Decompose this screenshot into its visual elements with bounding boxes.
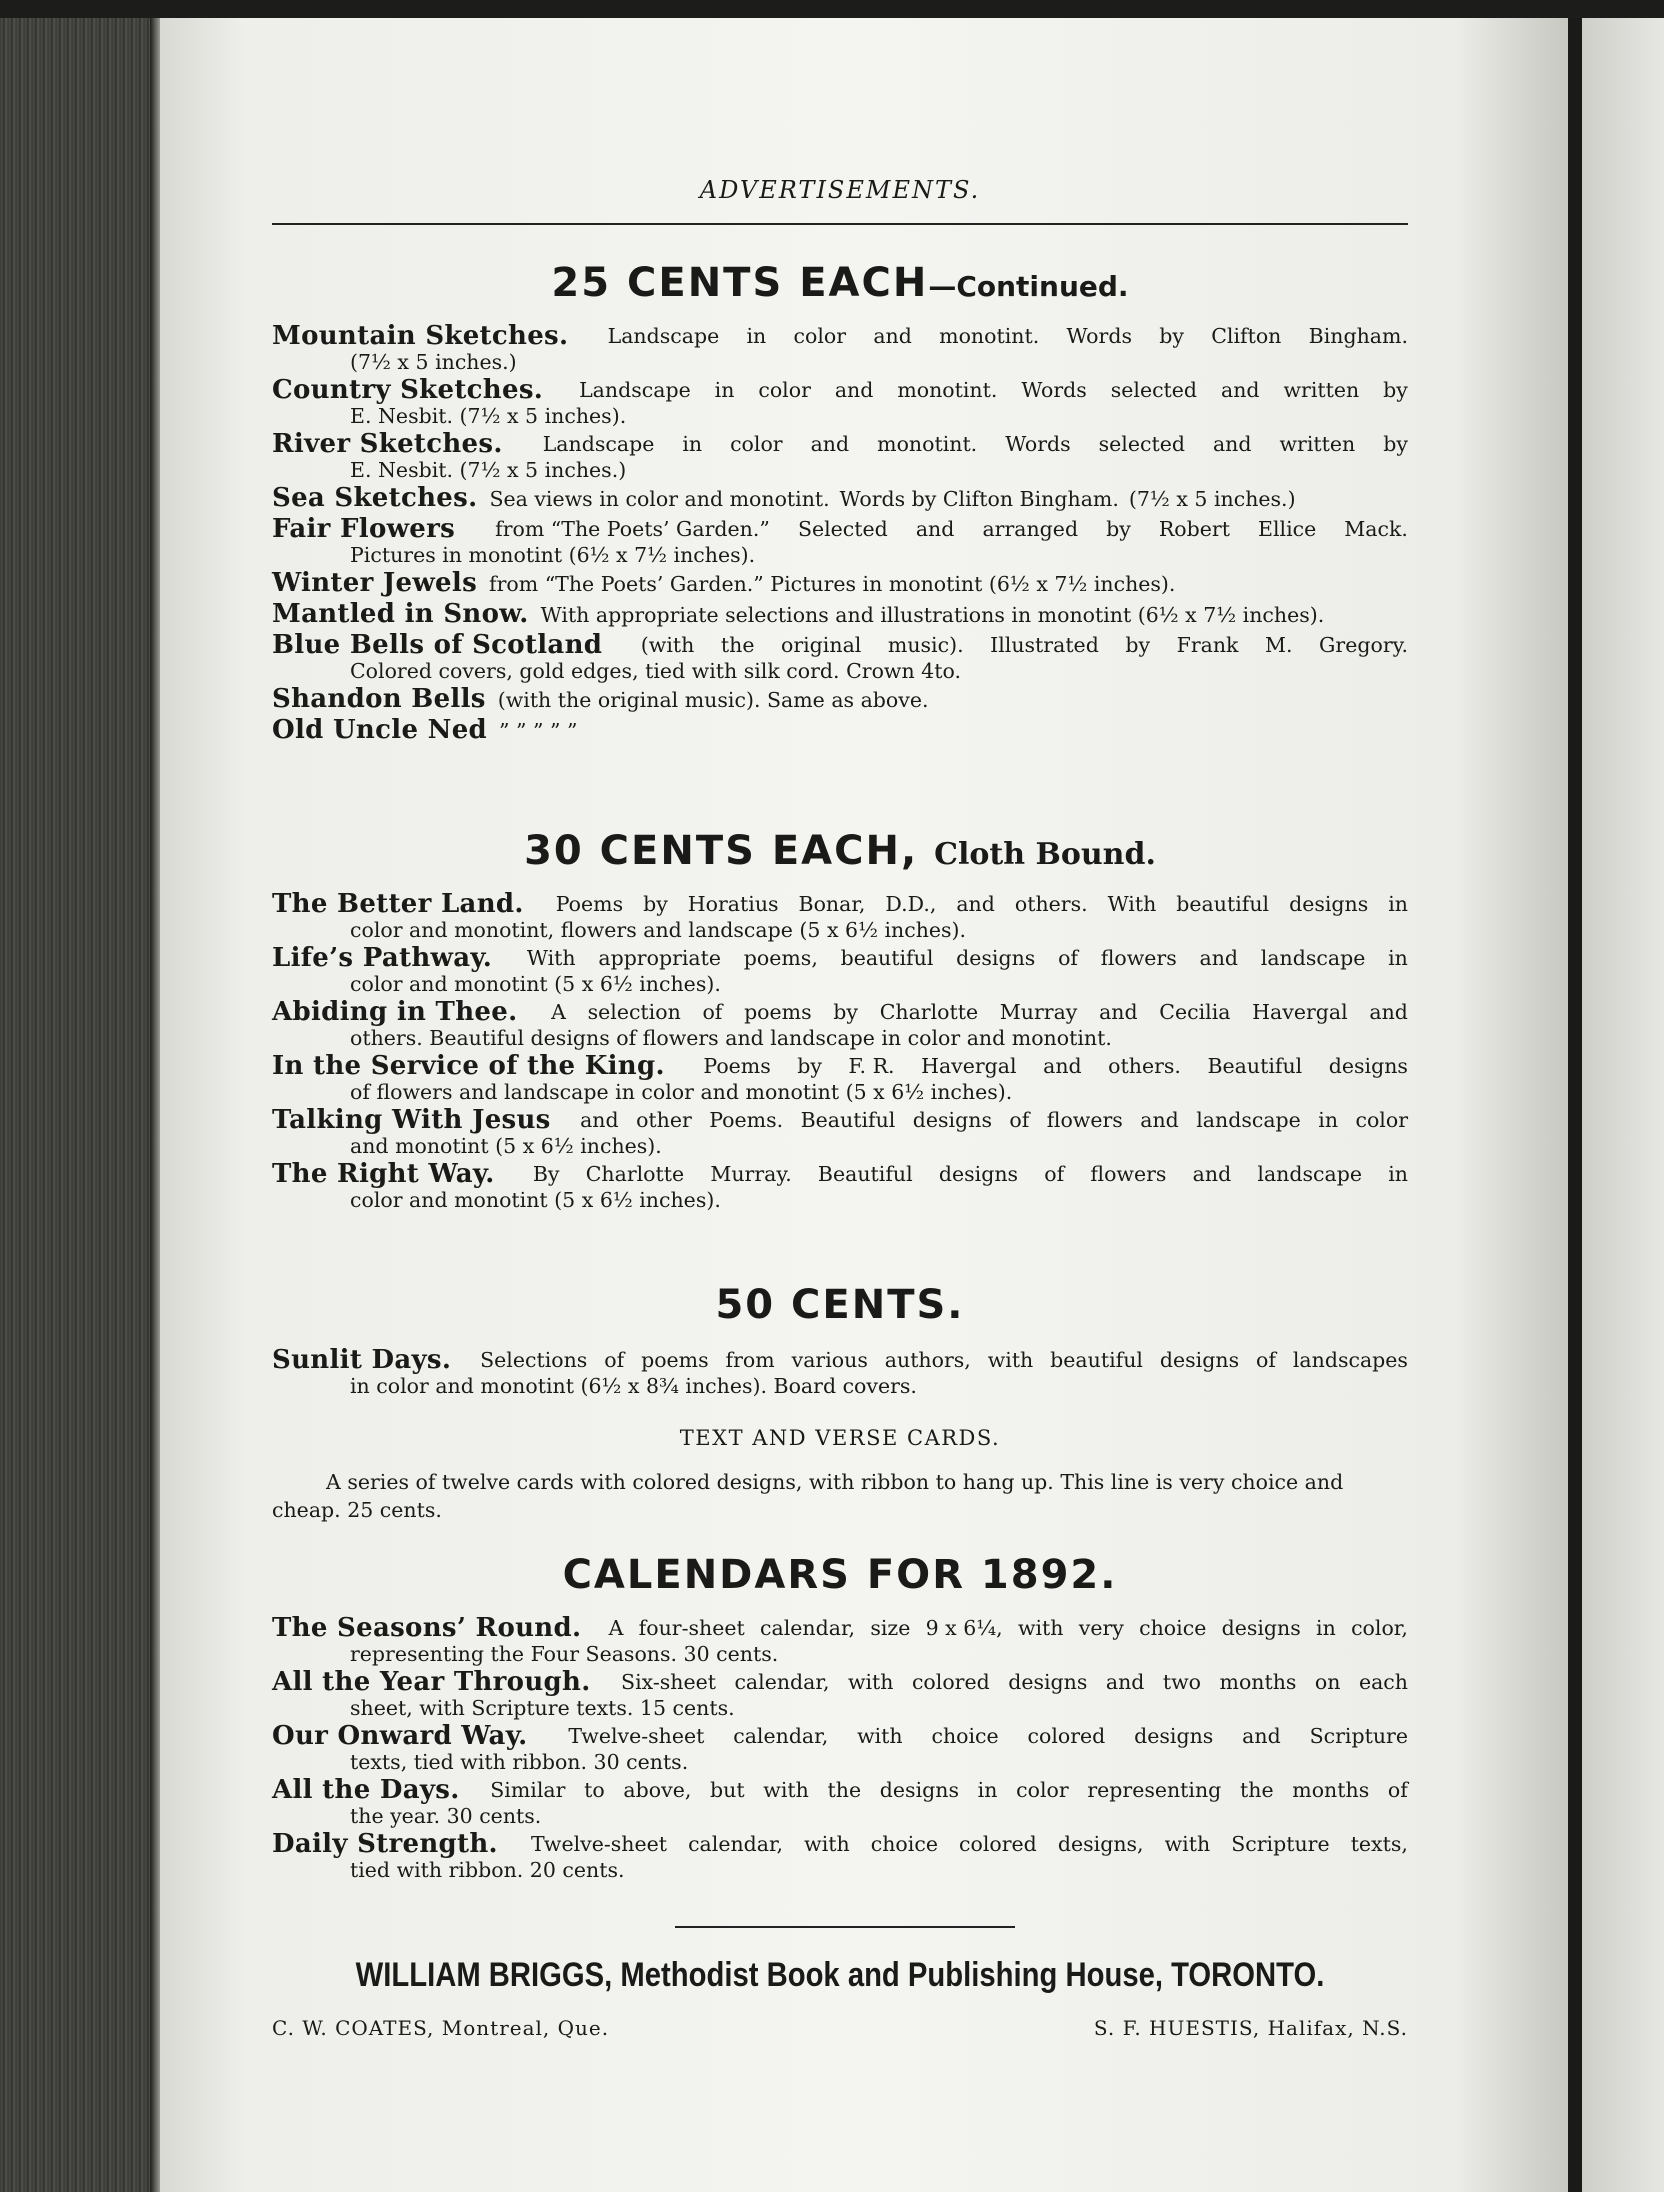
entry-text: designs xyxy=(1008,1670,1088,1694)
entry-text: in xyxy=(1318,1108,1339,1132)
entry-text: choice xyxy=(870,1832,938,1856)
entry-text: landscape xyxy=(1260,946,1366,970)
entry-text: poems xyxy=(641,1348,709,1372)
entry-text: two xyxy=(1162,1670,1202,1694)
entry-text: Gregory. xyxy=(1319,633,1408,657)
section-title-text: CALENDARS FOR 1892. xyxy=(562,1552,1118,1598)
entry-text: the xyxy=(720,633,755,657)
entry-title: Life’s Pathway. xyxy=(272,943,493,973)
entry-text: by xyxy=(1383,378,1408,402)
entry-text: Murray. xyxy=(710,1162,792,1186)
entry-text: Horatius xyxy=(687,892,779,916)
entry-continuation: sheet, with Scripture texts. 15 cents. xyxy=(350,1696,735,1720)
entry-title: The Seasons’ Round. xyxy=(272,1613,582,1643)
entry-text: colored xyxy=(1027,1724,1106,1748)
entry-text: Murray xyxy=(999,1000,1078,1024)
entry-text: calendar, xyxy=(760,1616,856,1640)
entry-text: A xyxy=(608,1616,624,1640)
entry-text: appropriate xyxy=(598,946,722,970)
entry-text: Landscape xyxy=(579,378,691,402)
entry-text: Words xyxy=(1021,378,1087,402)
entry-text: Landscape xyxy=(542,432,655,456)
entry-text: beautiful xyxy=(1050,1348,1143,1372)
entry-text: in xyxy=(977,1778,998,1802)
entry-text: authors, xyxy=(884,1348,971,1372)
entry-first-line xyxy=(272,890,1408,918)
entry-text: and xyxy=(956,892,995,916)
entry-text: by xyxy=(1106,517,1131,541)
entry-title: Mantled in Snow. xyxy=(272,599,529,629)
entry-text: D.D., xyxy=(885,892,937,916)
entry-text: and xyxy=(1099,1000,1138,1024)
next-page-edge xyxy=(1582,18,1664,2192)
entry-text: representing xyxy=(1087,1778,1222,1802)
entry-text: Selected xyxy=(797,517,888,541)
entry-text: of xyxy=(1256,1348,1276,1372)
entry-text: Ellice xyxy=(1258,517,1317,541)
entry-text: beautiful xyxy=(840,946,934,970)
agents-line xyxy=(272,2016,1408,2040)
entry-text: 9 x 6¼, xyxy=(925,1616,1003,1640)
entry-text: by xyxy=(1125,633,1151,657)
entry-text: and xyxy=(1369,1000,1408,1024)
entry-first-line xyxy=(272,1614,1408,1642)
entry-title: Mountain Sketches. xyxy=(272,321,569,351)
entry-title: Daily Strength. xyxy=(272,1829,498,1859)
entry-text: (with the original music). Same as above. xyxy=(497,688,929,712)
entry-continuation: the year. 30 cents. xyxy=(350,1804,542,1828)
entry-text: color xyxy=(793,324,847,348)
cards-heading: TEXT AND VERSE CARDS. xyxy=(679,1426,1001,1450)
entry-text: landscape xyxy=(1196,1108,1301,1132)
entry-text: F. R. xyxy=(848,1054,895,1078)
entry-text: by xyxy=(797,1054,823,1078)
entry-text: Scripture xyxy=(1309,1724,1408,1748)
entry-text: selected xyxy=(1110,378,1198,402)
entry-text: and xyxy=(1140,1108,1179,1132)
entry-text: flowers xyxy=(1046,1108,1123,1132)
entry-text: of xyxy=(1058,946,1078,970)
entry-first-line xyxy=(272,1776,1408,1804)
listing-entry xyxy=(272,484,1408,513)
entry-text: by xyxy=(643,892,668,916)
entry-text: by xyxy=(1159,324,1184,348)
entry-continuation: color and monotint (5 x 6½ inches). xyxy=(350,1188,721,1212)
entry-text: selection xyxy=(587,1000,681,1024)
entry-text: landscape xyxy=(1257,1162,1362,1186)
entry-first-line xyxy=(272,569,1408,598)
entry-first-line xyxy=(272,484,1408,513)
listing-entry xyxy=(272,1668,1408,1720)
entry-continuation: texts, tied with ribbon. 30 cents. xyxy=(350,1750,689,1774)
entry-text: with xyxy=(763,1778,809,1802)
entry-first-line xyxy=(272,600,1408,629)
entry-text: and xyxy=(1242,1724,1281,1748)
entry-text: with xyxy=(1164,1832,1211,1856)
entry-text: with xyxy=(847,1670,894,1694)
cards-description: A series of twelve cards with colored designs, with ribbon to hang up. This line is very choice and cheap. 25 cents. xyxy=(272,1470,1344,1522)
entry-text: Similar xyxy=(490,1778,566,1802)
entry-text: by xyxy=(833,1000,859,1024)
entry-text: designs xyxy=(879,1778,959,1802)
entry-text: Landscape xyxy=(607,324,720,348)
entry-text: designs xyxy=(1328,1054,1408,1078)
entry-text: in xyxy=(682,432,703,456)
entry-text: written xyxy=(1279,432,1356,456)
entry-text: and xyxy=(1199,946,1239,970)
entry-text: on xyxy=(1314,1670,1341,1694)
entry-text: of xyxy=(604,1348,625,1372)
entry-title: Our Onward Way. xyxy=(272,1721,528,1751)
entry-text: Poems xyxy=(703,1054,771,1078)
entry-text: designs xyxy=(1221,1616,1301,1640)
section-title-suffix: —Continued. xyxy=(928,270,1129,303)
agent-halifax: S. F. HUESTIS, Halifax, N.S. xyxy=(1093,2016,1408,2040)
entry-text: Frank xyxy=(1176,633,1239,657)
entry-title: The Right Way. xyxy=(272,1159,495,1189)
entry-continuation: Colored covers, gold edges, tied with silk cord. Crown 4to. xyxy=(350,659,961,683)
entry-text: and xyxy=(1192,1162,1232,1186)
listing-entry xyxy=(272,1346,1408,1398)
agent-montreal: C. W. COATES, Montreal, Que. xyxy=(272,2016,610,2040)
entry-continuation: Pictures in monotint (6½ x 7½ inches). xyxy=(350,543,756,567)
entry-text: choice xyxy=(1139,1616,1207,1640)
entry-text: Mack. xyxy=(1344,517,1408,541)
entry-text: (with xyxy=(640,633,695,657)
entry-text: monotint. xyxy=(877,432,978,456)
entry-continuation: in color and monotint (6½ x 8¾ inches). Board covers. xyxy=(350,1374,917,1398)
section-title-text: 50 CENTS. xyxy=(715,1282,965,1328)
entry-text: designs xyxy=(956,946,1036,970)
entry-title: Fair Flowers xyxy=(272,514,456,544)
entry-text: poems, xyxy=(743,946,818,970)
entry-text: various xyxy=(791,1348,868,1372)
listing-entry xyxy=(272,569,1408,598)
entry-text: Words xyxy=(1066,324,1132,348)
entry-text: color xyxy=(1016,1778,1069,1802)
entry-title: Old Uncle Ned xyxy=(272,715,488,745)
entry-text: (7½ x 5 inches.) xyxy=(1128,487,1296,511)
listing-entry xyxy=(272,716,1408,745)
entry-text: with xyxy=(987,1348,1034,1372)
listing-entry xyxy=(272,1614,1408,1666)
entries-50-cents xyxy=(272,1346,1408,1400)
entry-text: Words by Clifton Bingham. xyxy=(839,487,1119,511)
entry-text: color xyxy=(758,378,811,402)
entry-text: designs, xyxy=(1057,1832,1144,1856)
entry-text: of xyxy=(1044,1162,1065,1186)
entry-text: in xyxy=(746,324,767,348)
entry-text: color xyxy=(730,432,783,456)
listing-entry xyxy=(272,631,1408,683)
entry-continuation: (7½ x 5 inches.) xyxy=(350,350,517,374)
entry-text: written xyxy=(1283,378,1360,402)
entry-first-line xyxy=(272,430,1408,458)
entry-text: each xyxy=(1358,1670,1408,1694)
entry-text: color xyxy=(1355,1108,1408,1132)
entry-first-line xyxy=(272,322,1408,350)
entry-text: with xyxy=(1017,1616,1064,1640)
entry-text: very xyxy=(1078,1616,1124,1640)
listing-entry xyxy=(272,1830,1408,1882)
entry-first-line xyxy=(272,944,1408,972)
entry-text: in xyxy=(1388,1162,1408,1186)
entry-title: River Sketches. xyxy=(272,429,503,459)
entry-first-line xyxy=(272,1052,1408,1080)
entry-text: four-sheet xyxy=(638,1616,745,1640)
entry-text: and xyxy=(1043,1054,1082,1078)
entry-text: others. xyxy=(1108,1054,1181,1078)
entry-text: Clifton xyxy=(1211,324,1282,348)
listing-entry xyxy=(272,1776,1408,1828)
entry-text: With xyxy=(1107,892,1157,916)
entry-text: the xyxy=(827,1778,862,1802)
entry-title: All the Days. xyxy=(272,1775,460,1805)
entry-text: of xyxy=(1387,1778,1408,1802)
head-rule xyxy=(272,223,1408,225)
entry-text: Sea views in color and monotint. xyxy=(489,487,830,511)
entry-text: Cecilia xyxy=(1159,1000,1231,1024)
entry-text: and xyxy=(1221,378,1260,402)
entry-title: All the Year Through. xyxy=(272,1667,591,1697)
entry-text: but xyxy=(710,1778,745,1802)
entry-text: monotint. xyxy=(897,378,998,402)
entry-text: from “The Poets’ Garden.” Pictures in monotint (6½ x 7½ inches). xyxy=(489,572,1176,596)
publisher-imprint: WILLIAM BRIGGS, Methodist Book and Publishing House, TORONTO. xyxy=(355,1956,1325,1994)
entry-text: other xyxy=(636,1108,692,1132)
entry-text: in xyxy=(1316,1616,1336,1640)
entry-first-line xyxy=(272,1160,1408,1188)
entry-text: Beautiful xyxy=(817,1162,913,1186)
entry-title: Blue Bells of Scotland xyxy=(272,630,603,660)
entry-text: designs xyxy=(1159,1348,1240,1372)
entry-first-line xyxy=(272,1722,1408,1750)
entry-text: choice xyxy=(931,1724,999,1748)
entry-first-line xyxy=(272,515,1408,543)
entry-text: the xyxy=(1240,1778,1274,1802)
entry-text: color, xyxy=(1351,1616,1408,1640)
section-title-text: 30 CENTS EACH, xyxy=(524,828,919,874)
listing-entry xyxy=(272,376,1408,428)
entry-continuation: and monotint (5 x 6½ inches). xyxy=(350,1134,662,1158)
entry-text: from “The Poets’ Garden.” xyxy=(495,517,770,541)
entry-text: Charlotte xyxy=(879,1000,979,1024)
entry-text: Havergal xyxy=(921,1054,1017,1078)
listing-entry xyxy=(272,1722,1408,1774)
listing-entry xyxy=(272,1052,1408,1104)
listing-entry xyxy=(272,944,1408,996)
section-title-25-cents xyxy=(272,260,1408,306)
section-title-50-cents xyxy=(272,1282,1408,1328)
entry-text: designs xyxy=(912,1108,992,1132)
entry-first-line xyxy=(272,716,1408,745)
entry-first-line xyxy=(272,631,1408,659)
entry-text: Twelve-sheet xyxy=(530,1832,667,1856)
listing-entry xyxy=(272,890,1408,942)
section-title-text: 25 CENTS EACH xyxy=(551,260,929,306)
entry-text: Words xyxy=(1005,432,1071,456)
entry-text: Robert xyxy=(1158,517,1230,541)
entry-continuation: color and monotint (5 x 6½ inches). xyxy=(350,972,721,996)
listing-entry xyxy=(272,600,1408,629)
entry-text: monotint. xyxy=(939,324,1040,348)
book-page xyxy=(160,18,1568,2192)
entry-text: designs xyxy=(1289,892,1369,916)
entry-text: in xyxy=(714,378,735,402)
entry-text: Havergal xyxy=(1252,1000,1348,1024)
entry-text: colored xyxy=(959,1832,1037,1856)
entry-text: Six-sheet xyxy=(621,1670,716,1694)
listing-entry xyxy=(272,1160,1408,1212)
entry-text: and xyxy=(834,378,874,402)
entry-title: In the Service of the King. xyxy=(272,1051,665,1081)
entry-title: The Better Land. xyxy=(272,889,524,919)
entry-text: Illustrated xyxy=(990,633,1099,657)
entry-text: to xyxy=(584,1778,605,1802)
entry-text: flowers xyxy=(1100,946,1177,970)
entry-text: arranged xyxy=(982,517,1079,541)
entry-text: with xyxy=(857,1724,903,1748)
entry-text: calendar, xyxy=(733,1724,829,1748)
entry-text: and xyxy=(810,432,850,456)
entry-text: music). xyxy=(887,633,964,657)
entry-title: Talking With Jesus xyxy=(272,1105,551,1135)
entry-text: and xyxy=(1105,1670,1145,1694)
entry-text: With xyxy=(526,946,576,970)
entry-text: Beautiful xyxy=(1207,1054,1303,1078)
entry-title: Country Sketches. xyxy=(272,375,544,405)
entry-text: of xyxy=(1009,1108,1030,1132)
entry-first-line xyxy=(272,376,1408,404)
entry-text: texts, xyxy=(1350,1832,1408,1856)
entry-continuation: color and monotint, flowers and landscape (5 x 6½ inches). xyxy=(350,918,967,942)
entry-title: Shandon Bells xyxy=(272,684,486,714)
entry-text: selected xyxy=(1098,432,1185,456)
entry-text: colored xyxy=(911,1670,990,1694)
section-title-suffix: Cloth Bound. xyxy=(934,837,1156,872)
book-page-edges xyxy=(0,18,160,2192)
entry-text: M. xyxy=(1265,633,1293,657)
entry-title: Winter Jewels xyxy=(272,568,478,598)
listing-entry xyxy=(272,1106,1408,1158)
entries-30-cents xyxy=(272,890,1408,1214)
entry-text: designs xyxy=(1134,1724,1214,1748)
entries-calendars xyxy=(272,1614,1408,1884)
footer-rule xyxy=(675,1926,1015,1928)
section-title-calendars xyxy=(272,1552,1408,1598)
listing-entry xyxy=(272,430,1408,482)
listing-entry xyxy=(272,322,1408,374)
entry-text: flowers xyxy=(1090,1162,1167,1186)
entry-text: from xyxy=(725,1348,775,1372)
entry-first-line xyxy=(272,1106,1408,1134)
entry-text: Poems. xyxy=(709,1108,784,1132)
entry-text: and xyxy=(873,324,912,348)
scan-top-band xyxy=(0,0,1664,18)
entry-first-line xyxy=(272,685,1408,714)
entry-text: Beautiful xyxy=(800,1108,896,1132)
entry-title: Sea Sketches. xyxy=(272,483,478,513)
entry-text: of xyxy=(702,1000,723,1024)
entry-text: in xyxy=(1388,892,1408,916)
entry-first-line xyxy=(272,1346,1408,1374)
entry-text: Poems xyxy=(555,892,624,916)
entry-text: calendar, xyxy=(688,1832,784,1856)
listing-entry xyxy=(272,998,1408,1050)
running-head: ADVERTISEMENTS. xyxy=(699,176,981,204)
entry-text: poems xyxy=(744,1000,812,1024)
entry-text: others. xyxy=(1014,892,1088,916)
entry-text: size xyxy=(870,1616,911,1640)
entry-text: Selections xyxy=(480,1348,588,1372)
entry-text: and xyxy=(915,517,955,541)
entry-continuation: E. Nesbit. (7½ x 5 inches.) xyxy=(350,458,627,482)
entry-first-line xyxy=(272,998,1408,1026)
entry-text: beautiful xyxy=(1176,892,1270,916)
entry-continuation: E. Nesbit. (7½ x 5 inches). xyxy=(350,404,627,428)
entry-text: months xyxy=(1292,1778,1370,1802)
entry-text: original xyxy=(780,633,862,657)
entry-continuation: tied with ribbon. 20 cents. xyxy=(350,1858,625,1882)
entry-text: Bonar, xyxy=(798,892,866,916)
entries-25-cents xyxy=(272,322,1408,747)
entry-title: Abiding in Thee. xyxy=(272,997,518,1027)
entry-continuation: of flowers and landscape in color and monotint (5 x 6½ inches). xyxy=(350,1080,1013,1104)
entry-continuation: representing the Four Seasons. 30 cents. xyxy=(350,1642,779,1666)
entry-text: Scripture xyxy=(1231,1832,1330,1856)
entry-text: in xyxy=(1388,946,1408,970)
entry-text: months xyxy=(1219,1670,1297,1694)
entry-continuation: others. Beautiful designs of flowers and landscape in color and monotint. xyxy=(350,1026,1112,1050)
book-gutter xyxy=(1568,18,1582,2192)
entry-text: Twelve-sheet xyxy=(568,1724,705,1748)
entry-text: calendar, xyxy=(734,1670,830,1694)
entry-text: above, xyxy=(623,1778,692,1802)
entry-text: landscapes xyxy=(1292,1348,1408,1372)
section-title-30-cents xyxy=(272,828,1408,874)
entry-first-line xyxy=(272,1668,1408,1696)
listing-entry xyxy=(272,515,1408,567)
entry-text: designs xyxy=(938,1162,1019,1186)
entry-text: By xyxy=(532,1162,560,1186)
entry-text: by xyxy=(1383,432,1408,456)
entry-text: Charlotte xyxy=(585,1162,685,1186)
entry-text: ” ” ” ” ” xyxy=(499,719,578,743)
entry-text: With appropriate selections and illustrations in monotint (6½ x 7½ inches). xyxy=(540,603,1325,627)
entry-text: and xyxy=(1212,432,1252,456)
entry-title: Sunlit Days. xyxy=(272,1345,452,1375)
entry-text: A xyxy=(551,1000,566,1024)
entry-text: and xyxy=(580,1108,619,1132)
entry-text: Bingham. xyxy=(1308,324,1408,348)
listing-entry xyxy=(272,685,1408,714)
entry-first-line xyxy=(272,1830,1408,1858)
entry-text: with xyxy=(804,1832,850,1856)
